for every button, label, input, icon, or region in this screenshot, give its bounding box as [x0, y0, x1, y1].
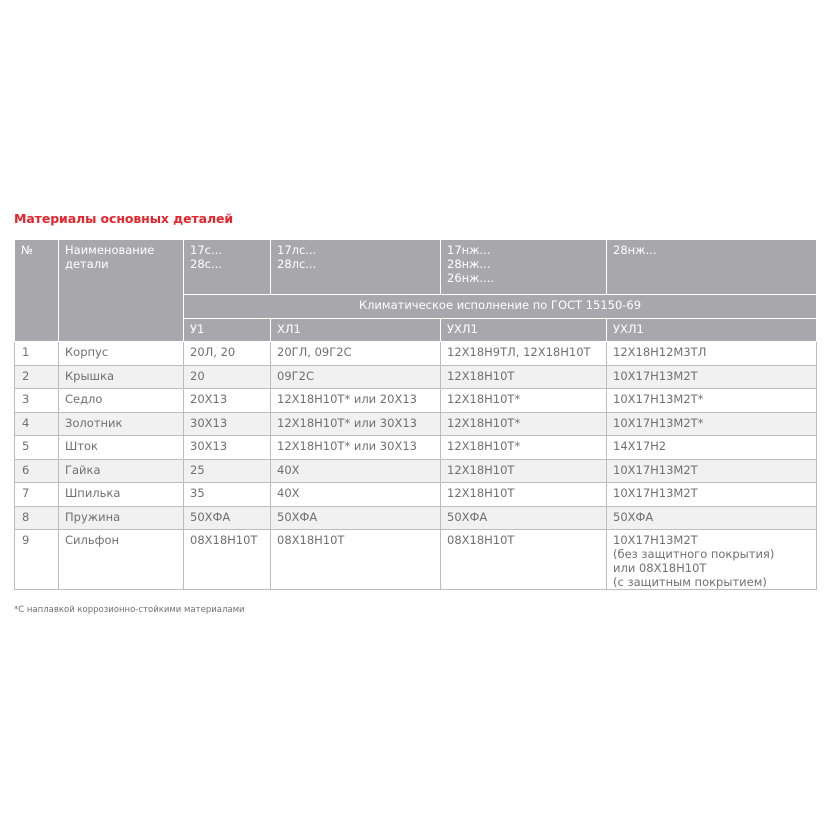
row-material-cell: [607, 436, 817, 460]
row-part-name: Корпус: [59, 342, 184, 366]
row-number: 7: [15, 483, 59, 507]
material-line: 10Х17Н13М2Т: [613, 462, 698, 477]
row-part-name: Сильфон: [59, 530, 184, 590]
row-material-cell: [271, 436, 441, 460]
material-line: (с защитным покрытием): [613, 575, 767, 589]
material-line: 50ХФА: [190, 509, 231, 524]
row-part-name: Седло: [59, 389, 184, 413]
material-line: 50ХФА: [277, 509, 318, 524]
row-number: 4: [15, 412, 59, 436]
header-name: [59, 240, 184, 342]
row-material-cell: [441, 389, 607, 413]
material-line: 30Х13: [190, 415, 228, 430]
row-number: 5: [15, 436, 59, 460]
material-line: 10Х17Н13М2Т: [613, 533, 698, 547]
row-material-cell: [271, 412, 441, 436]
row-material-cell: [607, 365, 817, 389]
row-part-name: Шпилька: [59, 483, 184, 507]
material-line: 50ХФА: [447, 509, 488, 524]
row-number: 6: [15, 459, 59, 483]
row-material-cell: [607, 342, 817, 366]
row-number: 3: [15, 389, 59, 413]
table-row: [15, 365, 817, 389]
material-line: 20Л, 20: [190, 345, 236, 359]
material-line: 10Х17Н13М2Т: [613, 486, 698, 500]
row-number: 8: [15, 506, 59, 530]
table-row: [15, 459, 817, 483]
header-group-line: 28лс...: [277, 257, 317, 271]
header-group-3: [441, 240, 607, 295]
row-part-name: Гайка: [59, 459, 184, 483]
header-num: №: [15, 240, 59, 342]
header-climate-code: УХЛ1: [607, 319, 817, 342]
material-line: 12Х18Н10Т: [447, 368, 515, 383]
row-part-name: Пружина: [59, 506, 184, 530]
row-material-cell: [184, 530, 271, 590]
row-part-name: Крышка: [59, 365, 184, 389]
table-row: [15, 389, 817, 413]
row-material-cell: [184, 389, 271, 413]
row-material-cell: [441, 459, 607, 483]
row-material-cell: [271, 530, 441, 590]
materials-table: [14, 239, 817, 590]
section-title: Материалы основных деталей: [14, 211, 234, 226]
row-material-cell: [607, 483, 817, 507]
header-row-groups: [15, 240, 817, 295]
material-line: 10Х17Н13М2Т: [613, 368, 698, 383]
material-line: 08Х18Н10Т: [190, 533, 258, 547]
row-material-cell: [607, 389, 817, 413]
material-line: 12Х18Н9ТЛ, 12Х18Н10Т: [447, 345, 591, 359]
row-material-cell: [441, 365, 607, 389]
header-climate-code: У1: [184, 319, 271, 342]
row-material-cell: [184, 342, 271, 366]
material-line: 14Х17Н2: [613, 439, 667, 453]
row-part-name: Золотник: [59, 412, 184, 436]
row-material-cell: [184, 483, 271, 507]
material-line: 12Х18Н10Т*: [447, 392, 521, 406]
material-line: 50ХФА: [613, 509, 654, 524]
material-line: 30Х13: [190, 439, 228, 453]
row-material-cell: [441, 483, 607, 507]
row-material-cell: [271, 459, 441, 483]
row-material-cell: [184, 506, 271, 530]
row-material-cell: [607, 530, 817, 590]
table-row: [15, 483, 817, 507]
material-line: 35: [190, 486, 205, 500]
table-row: [15, 530, 817, 590]
header-name-line2: детали: [65, 257, 109, 271]
row-material-cell: [184, 459, 271, 483]
header-group-line: 17нж...: [447, 243, 491, 257]
row-number: 9: [15, 530, 59, 590]
header-group-line: 17лс...: [277, 243, 317, 257]
material-line: 20Х13: [190, 392, 228, 406]
row-material-cell: [441, 506, 607, 530]
material-line: (без защитного покрытия): [613, 547, 775, 561]
material-line: 12Х18Н10Т*: [447, 439, 521, 453]
row-material-cell: [271, 506, 441, 530]
header-group-line: 17с...: [190, 243, 222, 257]
header-name-line1: Наименование: [65, 243, 155, 257]
table-row: [15, 506, 817, 530]
material-line: 08Х18Н10Т: [277, 533, 345, 547]
material-line: 12Х18Н10Т* или 30Х13: [277, 415, 417, 430]
header-group-line: 28нж...: [613, 243, 657, 257]
material-line: 20ГЛ, 09Г2С: [277, 345, 352, 359]
row-material-cell: [271, 342, 441, 366]
header-group-line: 28с...: [190, 257, 222, 271]
row-material-cell: [441, 412, 607, 436]
header-group-4: [607, 240, 817, 295]
row-material-cell: [184, 436, 271, 460]
material-line: 12Х18Н10Т: [447, 486, 515, 500]
table-row: [15, 342, 817, 366]
header-climate: Климатическое исполнение по ГОСТ 15150-69: [184, 295, 817, 319]
row-material-cell: [607, 412, 817, 436]
material-line: 10Х17Н13М2Т*: [613, 415, 704, 430]
row-material-cell: [184, 365, 271, 389]
material-line: 10Х17Н13М2Т*: [613, 392, 704, 406]
material-line: 12Х18Н12М3ТЛ: [613, 345, 707, 359]
header-group-2: [271, 240, 441, 295]
row-number: 2: [15, 365, 59, 389]
header-group-line: 28нж...: [447, 257, 491, 271]
material-line: 25: [190, 462, 205, 477]
header-climate-code: ХЛ1: [271, 319, 441, 342]
row-material-cell: [271, 365, 441, 389]
row-material-cell: [184, 412, 271, 436]
table-row: [15, 436, 817, 460]
material-line: 20: [190, 368, 205, 383]
header-climate-code: УХЛ1: [441, 319, 607, 342]
material-line: 12Х18Н10Т: [447, 462, 515, 477]
row-material-cell: [441, 436, 607, 460]
row-material-cell: [441, 530, 607, 590]
material-line: 09Г2С: [277, 368, 314, 383]
row-material-cell: [271, 389, 441, 413]
material-line: 12Х18Н10Т* или 30Х13: [277, 439, 417, 453]
header-group-line: 26нж....: [447, 271, 495, 285]
row-part-name: Шток: [59, 436, 184, 460]
material-line: 40Х: [277, 462, 300, 477]
row-material-cell: [441, 342, 607, 366]
row-material-cell: [271, 483, 441, 507]
material-line: 12Х18Н10Т* или 20Х13: [277, 392, 417, 406]
material-line: 40Х: [277, 486, 300, 500]
header-group-1: [184, 240, 271, 295]
material-line: 12Х18Н10Т*: [447, 415, 521, 430]
footnote: *С наплавкой коррозионно-стойкими материалами: [14, 605, 245, 615]
table-row: [15, 412, 817, 436]
row-material-cell: [607, 506, 817, 530]
material-line: 08Х18Н10Т: [447, 533, 515, 547]
row-material-cell: [607, 459, 817, 483]
material-line: или 08Х18Н10Т: [613, 561, 707, 575]
row-number: 1: [15, 342, 59, 366]
